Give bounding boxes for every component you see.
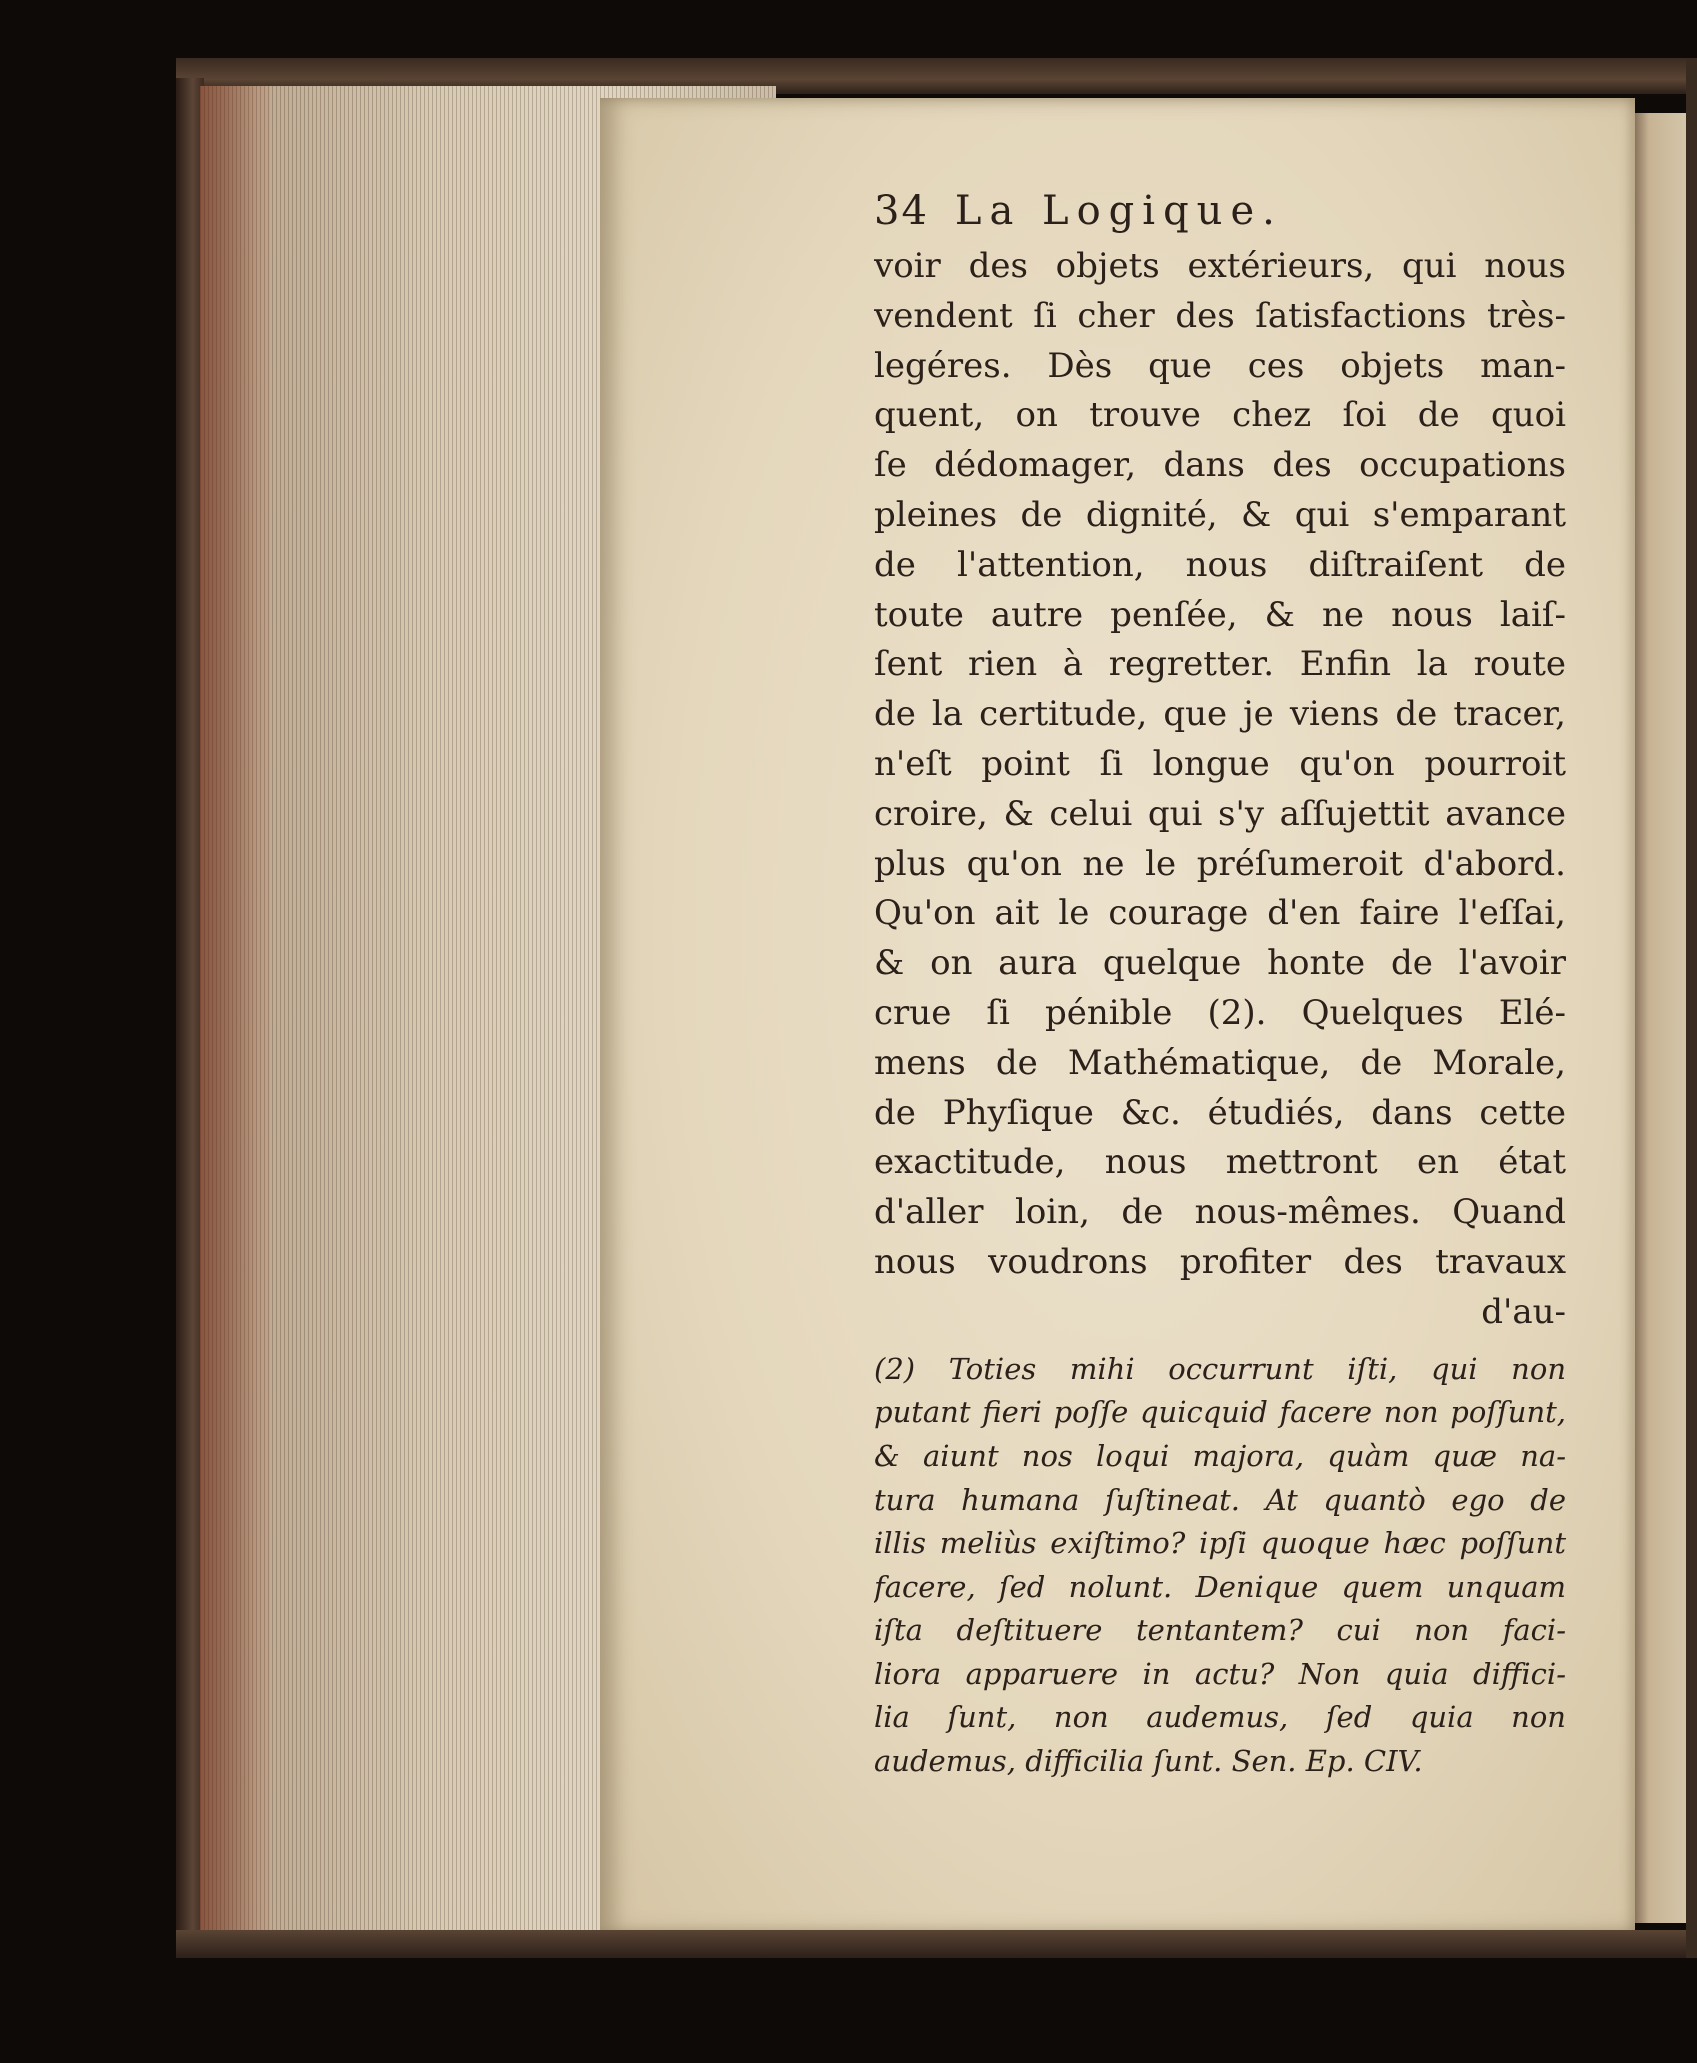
text-line: nous voudrons profiter des travaux — [874, 1241, 1566, 1282]
text-line: Qu'on ait le courage d'en faire l'eſſai, — [874, 893, 1566, 934]
text-line: n'eſt point ſi longue qu'on pourroit — [874, 743, 1566, 784]
running-head — [874, 188, 1566, 242]
text-line: de Phyſique &c. étudiés, dans cette — [874, 1092, 1566, 1133]
text-line: & on aura quelque honte de l'avoir — [874, 943, 1566, 984]
text-line: voir des objets extérieurs, qui nous — [874, 246, 1566, 286]
text-line: legéres. Dès que ces objets man- — [874, 345, 1566, 386]
page-number: 34 — [874, 188, 929, 234]
footnote-line: putant fieri poſſe quicquid facere non poſſunt, — [874, 1395, 1566, 1430]
text-line: de l'attention, nous diſtraiſent de — [874, 544, 1566, 585]
text-line: de la certitude, que je viens de tracer, — [874, 694, 1566, 735]
text-line: pleines de dignité, & qui s'emparant — [874, 494, 1566, 535]
page-text — [874, 188, 1566, 1784]
text-line: ſent rien à regretter. Enfin la route — [874, 644, 1566, 685]
book-cover-bottom — [176, 1930, 1697, 1958]
binding-edge — [1686, 58, 1697, 1958]
footnote — [874, 1348, 1566, 1784]
red-sprinkled-edge — [200, 86, 270, 1941]
text-line: quent, on trouve chez ſoi de quoi — [874, 395, 1566, 436]
footnote-line: iſta deſtituere tentantem? cui non faci- — [874, 1613, 1566, 1648]
text-line: mens de Mathématique, de Morale, — [874, 1042, 1566, 1083]
text-line: vendent ſi cher des ſatisfactions très- — [874, 295, 1566, 336]
catchword: d'au- — [1481, 1291, 1566, 1332]
footnote-line: facere, ſed nolunt. Denique quem unquam — [874, 1569, 1566, 1604]
body-text — [874, 242, 1566, 1288]
text-line: plus qu'on ne le préſumeroit d'abord. — [874, 843, 1566, 884]
text-line: d'aller loin, de nous-mêmes. Quand — [874, 1192, 1566, 1233]
text-line: toute autre penſée, & ne nous laiſ- — [874, 594, 1566, 635]
footnote-line: lia ſunt, non audemus, ſed quia non — [874, 1700, 1566, 1735]
running-title: La Logique. — [954, 188, 1283, 234]
text-line: croire, & celui qui s'y aſſujettit avance — [874, 793, 1566, 834]
footnote-line: audemus, difficilia ſunt. Sen. Ep. CIV. — [874, 1744, 1423, 1779]
footnote-line: illis meliùs exiſtimo? ipſi quoque hæc poſſunt — [874, 1526, 1566, 1561]
text-line: crue ſi pénible (2). Quelques Elé- — [874, 992, 1566, 1033]
footnote-line: liora apparuere in actu? Non quia diffici- — [874, 1656, 1566, 1691]
text-line: exactitude, nous mettront en état — [874, 1142, 1566, 1183]
footnote-line: & aiunt nos loqui majora, quàm quæ na- — [874, 1438, 1566, 1473]
footnote-line: (2) Toties mihi occurrunt iſti, qui non — [874, 1351, 1566, 1386]
footnote-line: tura humana ſuſtineat. At quantò ego de — [874, 1482, 1566, 1517]
text-line: ſe dédomager, dans des occupations — [874, 445, 1566, 486]
